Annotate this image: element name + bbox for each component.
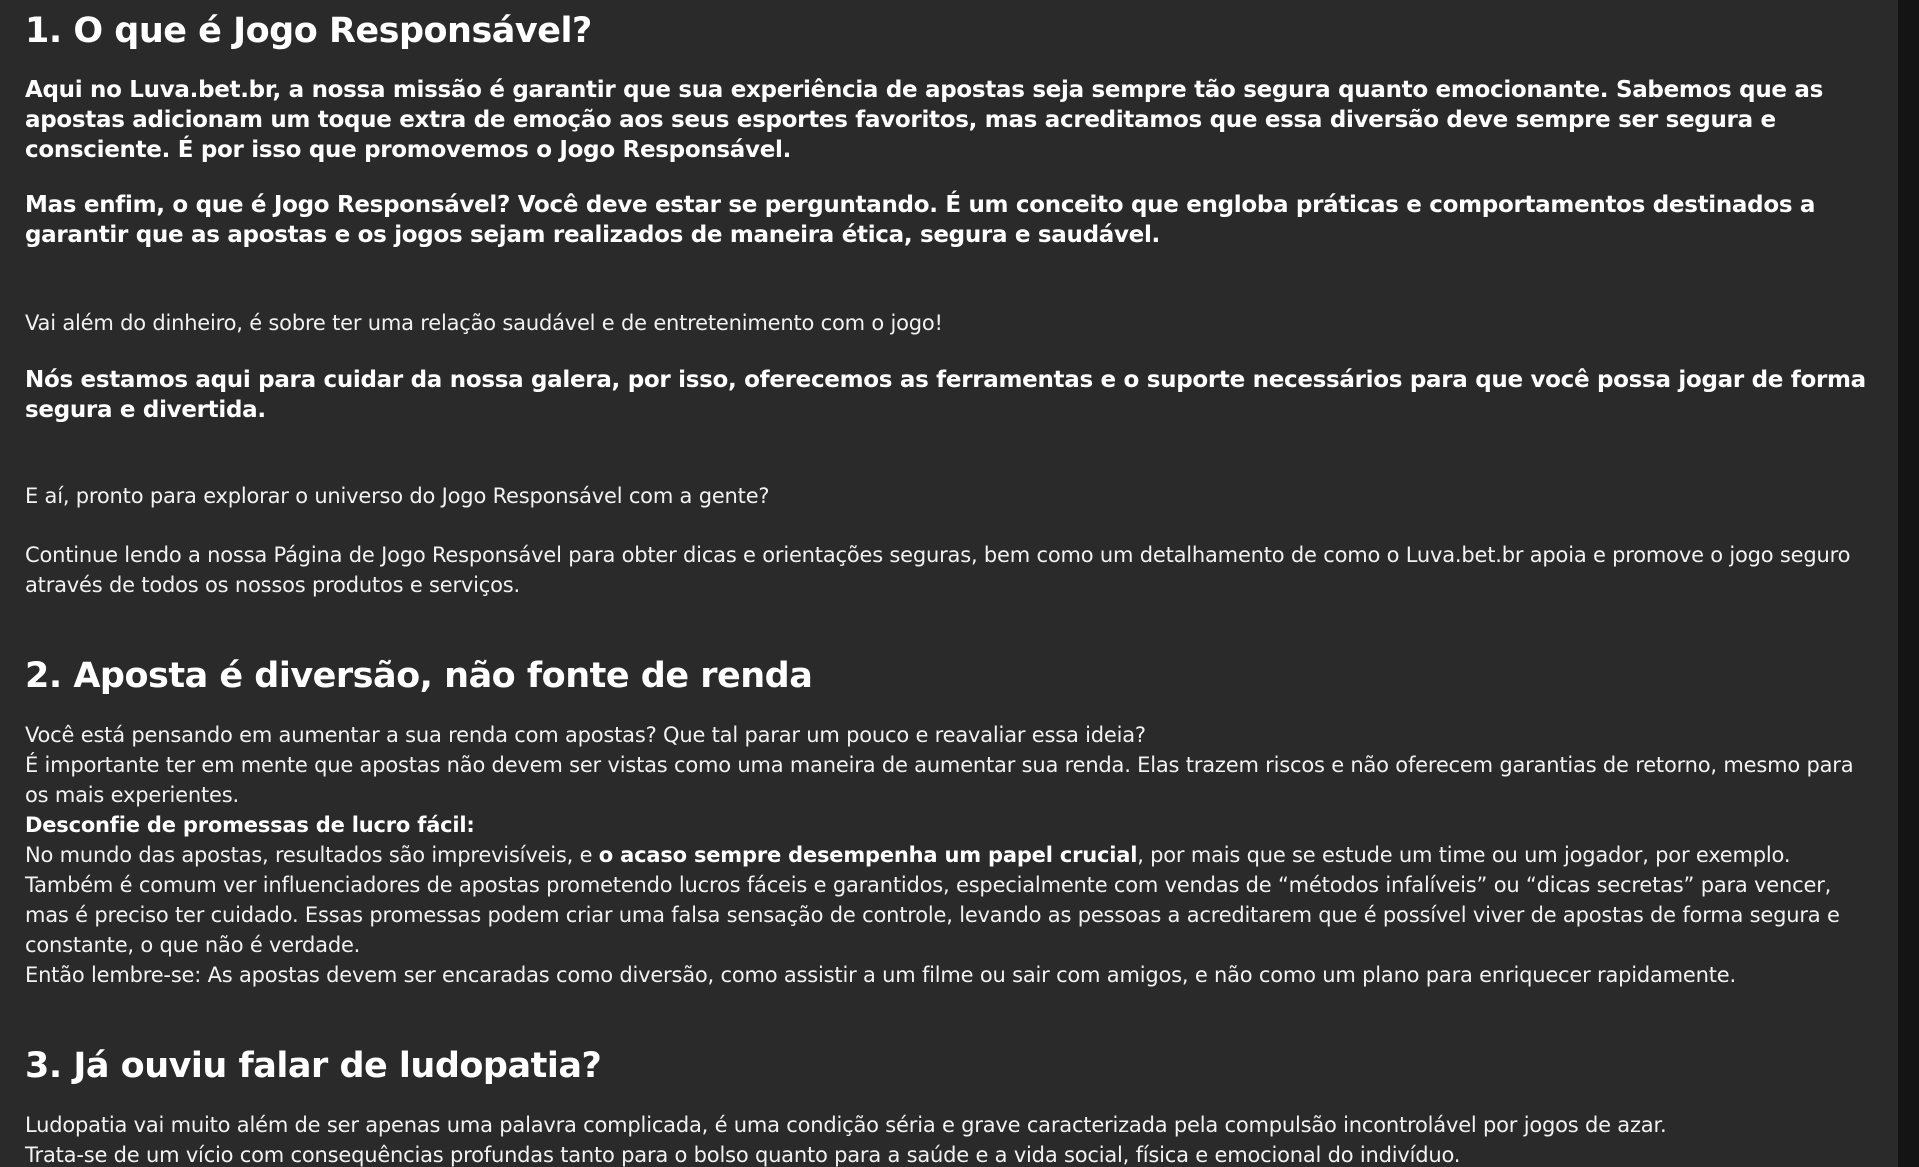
section-2-line-remember: Então lembre-se: As apostas devem ser encaradas como diversão, como assistir a um filme ou sair com amigos, e não como um plano para enriquecer rapidamente. bbox=[25, 963, 1736, 987]
unpredictable-text-end: , por mais que se estude um time ou um jogador, por exemplo. bbox=[1137, 843, 1791, 867]
section-1-paragraph-support: Nós estamos aqui para cuidar da nossa galera, por isso, oferecemos as ferramentas e o suporte necessários para que você possa jogar de forma segura e divertida. bbox=[25, 367, 1866, 423]
section-2-title: 2. Aposta é diversão, não fonte de renda bbox=[25, 656, 813, 696]
section-2-line-question: Você está pensando em aumentar a sua renda com apostas? Que tal parar um pouco e reavaliar essa ideia? bbox=[25, 723, 1146, 747]
unpredictable-text-start: No mundo das apostas, resultados são imprevisíveis, e bbox=[25, 843, 599, 867]
page-scrollbar[interactable] bbox=[1898, 0, 1919, 1167]
section-1-paragraph-continue-reading: Continue lendo a nossa Página de Jogo Responsável para obter dicas e orientações seguras, bem como um detalhamento de como o Luva.bet.br apoia e promove o jogo seguro através de todos os nossos produtos e serviços. bbox=[25, 543, 1851, 597]
section-3-title: 3. Já ouviu falar de ludopatia? bbox=[25, 1046, 602, 1086]
section-1-paragraph-definition: Mas enfim, o que é Jogo Responsável? Você deve estar se perguntando. É um conceito que engloba práticas e comportamentos destinados a garantir que as apostas e os jogos sejam realizados de maneira ética, segura e saudável. bbox=[25, 192, 1816, 248]
section-3-line-addiction: Trata-se de um vício com consequências profundas tanto para o bolso quanto para a saúde e a vida social, física e emocional do indivíduo. bbox=[25, 1143, 1461, 1167]
section-2-line-influencers: Também é comum ver influenciadores de apostas prometendo lucros fáceis e garantidos, especialmente com vendas de “métodos infalíveis” ou “dicas secretas” para vencer, mas é preciso ter cuidado. Essas promessas podem criar uma falsa sensação de controle, levando as pessoas a acreditarem que é possível viver de apostas de forma segura e constante, o que não é verdade. bbox=[25, 873, 1840, 957]
section-1-paragraph-explore: E aí, pronto para explorar o universo do Jogo Responsável com a gente? bbox=[25, 484, 770, 508]
section-2-line-important: É importante ter em mente que apostas não devem ser vistas como uma maneira de aumentar sua renda. Elas trazem riscos e não oferecem garantias de retorno, mesmo para os mais experientes. bbox=[25, 753, 1854, 807]
section-1-paragraph-intro: Aqui no Luva.bet.br, a nossa missão é garantir que sua experiência de apostas seja sempre tão segura quanto emocionante. Sabemos que as apostas adicionam um toque extra de emoção aos seus esportes favoritos, mas acreditamos que essa diversão deve sempre ser segura e consciente. É por isso que promovemos o Jogo Responsável. bbox=[25, 77, 1824, 163]
section-2-line-distrust: Desconfie de promessas de lucro fácil: bbox=[25, 813, 475, 837]
section-2-line-unpredictable bbox=[25, 840, 1875, 870]
section-3-line-ludopatia: Ludopatia vai muito além de ser apenas uma palavra complicada, é uma condição séria e grave caracterizada pela compulsão incontrolável por jogos de azar. bbox=[25, 1113, 1667, 1137]
section-1-title: 1. O que é Jogo Responsável? bbox=[25, 11, 592, 51]
unpredictable-text-bold: o acaso sempre desempenha um papel crucial bbox=[598, 843, 1138, 867]
section-1-paragraph-beyond-money: Vai além do dinheiro, é sobre ter uma relação saudável e de entretenimento com o jogo! bbox=[25, 311, 943, 335]
